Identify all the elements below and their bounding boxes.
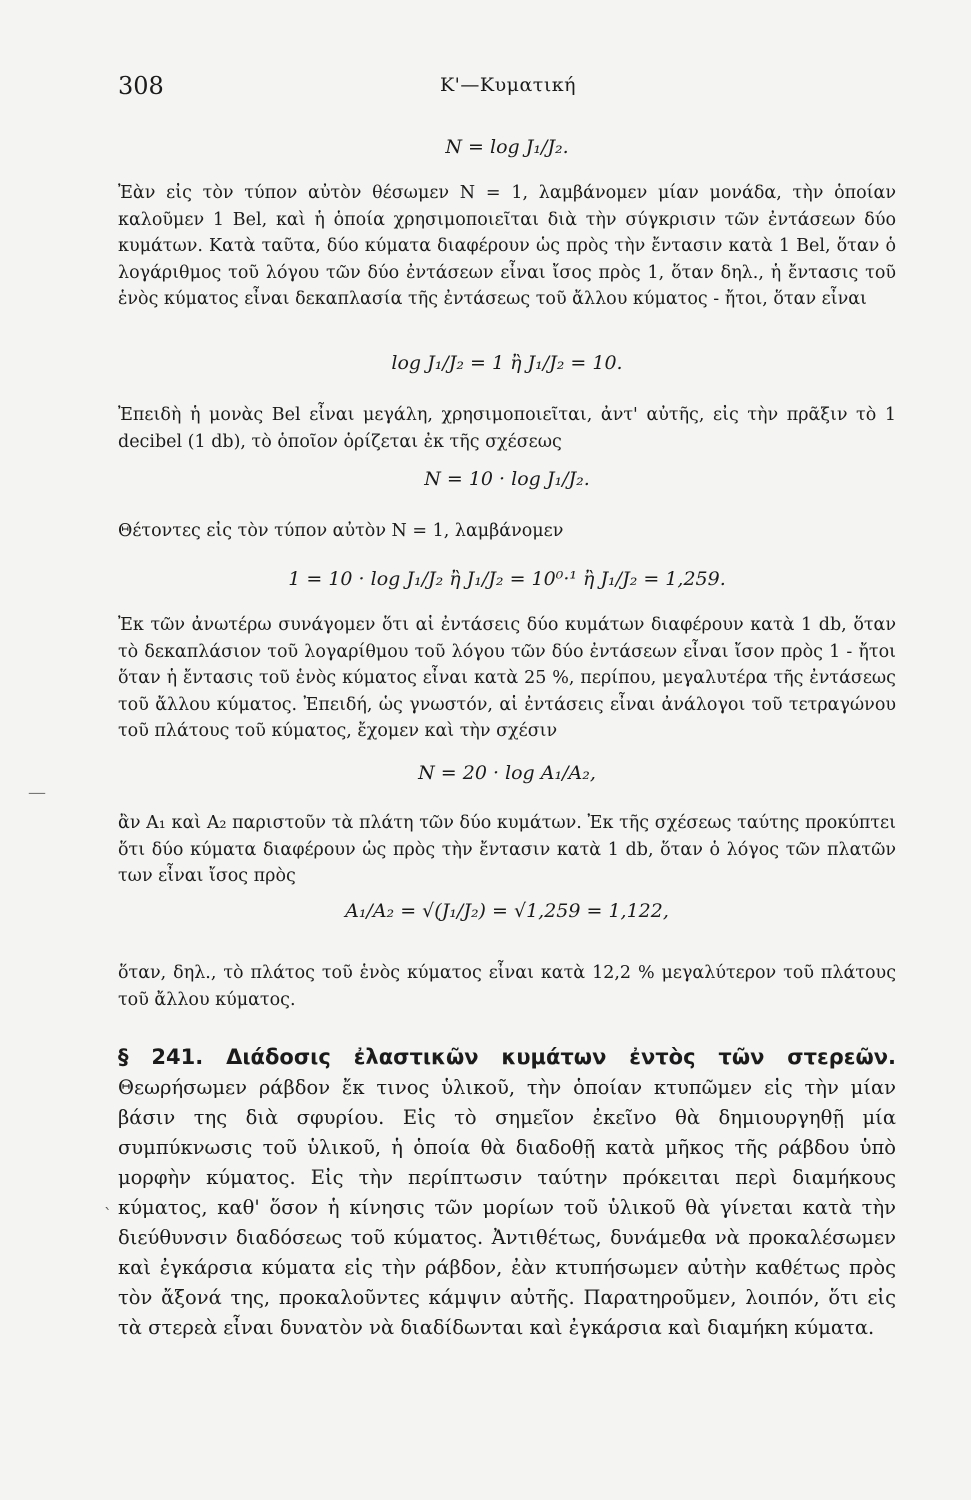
margin-mark: — — [28, 782, 46, 803]
margin-tick: ˋ — [104, 1205, 112, 1224]
formula-2-text: log J₁/J₂ = 1 ἢ J₁/J₂ = 10. — [391, 352, 623, 374]
formula-4 — [118, 568, 896, 590]
formula-1-text: N = log J₁/J₂. — [445, 136, 569, 158]
paragraph-6: ὅταν, δηλ., τὸ πλάτος τοῦ ἑνὸς κύματος εἶναι κατὰ 12,2 % μεγαλύτερον τοῦ πλάτους τοῦ ἄλλου κύματος. — [118, 963, 896, 1010]
formula-3 — [118, 468, 896, 490]
formula-5 — [118, 762, 896, 784]
paragraph-5: ἂν A₁ καὶ A₂ παριστοῦν τὰ πλάτη τῶν δύο κυμάτων. Ἐκ τῆς σχέσεως ταύτης προκύπτει ὅτι δύο κύματα διαφέρουν ὡς πρὸς τὴν ἔντασιν κατὰ 1 db, ὅταν ὁ λόγος τῶν πλατῶν των εἶναι ἴσος πρὸς — [118, 813, 896, 886]
formula-6 — [118, 900, 896, 922]
section-heading: § 241. Διάδοσις ἐλαστικῶν κυμάτων ἐντὸς τῶν στερεῶν. — [118, 1045, 896, 1069]
paragraph-2: Ἐπειδὴ ἡ μονὰς Bel εἶναι μεγάλη, χρησιμοποιεῖται, ἀντ' αὐτῆς, εἰς τὴν πρᾶξιν τὸ 1 decibel (1 db), τὸ ὁποῖον ὁρίζεται ἐκ τῆς σχέσεως — [118, 405, 896, 452]
running-title: Κ'—Κυματική — [439, 74, 577, 96]
formula-3-text: N = 10 · log J₁/J₂. — [424, 468, 590, 490]
formula-6-text: A₁/A₂ = √(J₁/J₂) = √1,259 = 1,122, — [345, 900, 669, 922]
paragraph-3: Θέτοντες εἰς τὸν τύπον αὐτὸν N = 1, λαμβάνομεν — [118, 521, 564, 541]
page-number: 308 — [118, 72, 164, 100]
section-text: Θεωρήσωμεν ράβδον ἔκ τινος ὑλικοῦ, τὴν ὁποίαν κτυπῶμεν εἰς τὴν μίαν βάσιν της διὰ σφυρίου. Εἰς τὸ σημεῖον ἐκεῖνο θὰ δημιουργηθῇ μία συμπύκνωσις τοῦ ὑλικοῦ, ἡ ὁποία θὰ διαδοθῇ κατὰ μῆκος τῆς ράβδου ὑπὸ μορφὴν κύματος. Εἰς τὴν περίπτωσιν ταύτην πρόκειται περὶ διαμήκους κύματος, καθ' ὅσον ἡ κίνησις τῶν μορίων τοῦ ὑλικοῦ θὰ γίνεται κατὰ τὴν διεύθυνσιν διαδόσεως τοῦ κύματος. Ἀντιθέτως, δυνάμεθα νὰ προκαλέσωμεν καὶ ἐγκάρσια κύματα εἰς τὴν ράβδον, ἐὰν κτυπήσωμεν αὐτὴν καθέτως πρὸς τὸν ἄξονά της, προκαλοῦντες κάμψιν αὐτῆς. Παρατηροῦμεν, λοιπόν, ὅτι εἰς τὰ στερεὰ εἶναι δυνατὸν νὰ διαδίδωνται καὶ ἐγκάρσια καὶ διαμήκη κύματα. — [118, 1076, 896, 1339]
section-241 — [118, 1042, 896, 1343]
formula-2 — [118, 352, 896, 374]
page-header — [118, 72, 898, 102]
paragraph-1: Ἐὰν εἰς τὸν τύπον αὐτὸν θέσωμεν N = 1, λαμβάνομεν μίαν μονάδα, τὴν ὁποίαν καλοῦμεν 1 Bel, καὶ ἡ ὁποία χρησιμοποιεῖται διὰ τὴν σύγκρισιν τῶν ἐντάσεων δύο κυμάτων. Κατὰ ταῦτα, δύο κύματα διαφέρουν ὡς πρὸς τὴν ἔντασιν κατὰ 1 Bel, ὅταν ὁ λογάριθμος τοῦ λόγου τῶν δύο ἐντάσεων εἶναι ἴσος πρὸς 1, ὅταν δηλ., ἡ ἔντασις τοῦ ἑνὸς κύματος εἶναι δεκαπλασία τῆς ἐντάσεως τοῦ ἄλλου κύματος - ἤτοι, ὅταν εἶναι — [118, 183, 896, 309]
formula-1 — [118, 136, 896, 158]
formula-4-text: 1 = 10 · log J₁/J₂ ἢ J₁/J₂ = 10⁰·¹ ἢ J₁/J₂ = 1,259. — [288, 568, 726, 590]
paragraph-4: Ἐκ τῶν ἀνωτέρω συνάγομεν ὅτι αἱ ἐντάσεις δύο κυμάτων διαφέρουν κατὰ 1 db, ὅταν τὸ δεκαπλάσιον τοῦ λογαρίθμου τοῦ λόγου τῶν δύο ἐντάσεων εἶναι ἴσον πρὸς 1 - ἤτοι ὅταν ἡ ἔντασις τοῦ ἑνὸς κύματος εἶναι κατὰ 25 %, περίπου, μεγαλυτέρα τῆς ἐντάσεως τοῦ ἄλλου κύματος. Ἐπειδή, ὡς γνωστόν, αἱ ἐντάσεις εἶναι ἀνάλογοι τοῦ τετραγώνου τοῦ πλάτους τοῦ κύματος, ἔχομεν καὶ τὴν σχέσιν — [118, 615, 896, 741]
formula-5-text: N = 20 · log A₁/A₂, — [418, 762, 596, 784]
